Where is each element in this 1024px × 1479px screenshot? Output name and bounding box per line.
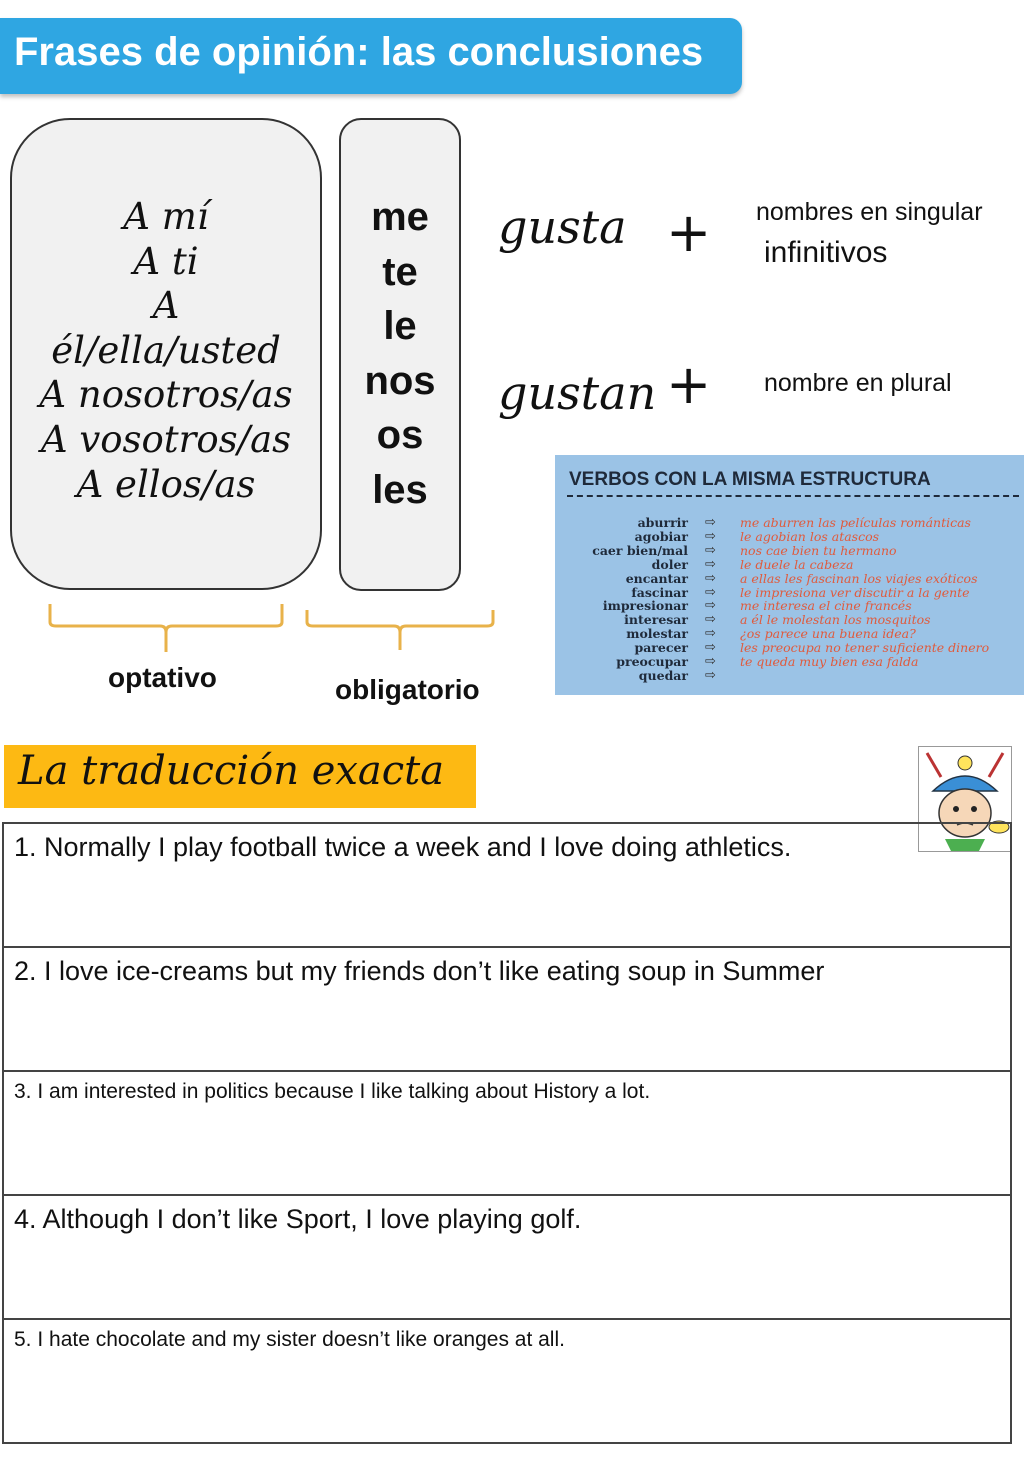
verb-item: preocupar	[616, 654, 688, 670]
dashed-divider	[567, 495, 1019, 497]
arrow-right-icon: ⇨	[705, 542, 716, 558]
sentence-cell-4[interactable]: 4. Although I don’t like Sport, I love playing golf.	[3, 1195, 1011, 1319]
clitic-item: me	[371, 195, 429, 239]
example-item: ¿os parece una buena idea?	[740, 626, 916, 642]
page-title: Frases de opinión: las conclusiones	[14, 30, 704, 74]
arrow-right-icon: ⇨	[705, 584, 716, 600]
braces-graphic	[0, 600, 520, 660]
rule-infinitives: infinitivos	[764, 236, 888, 269]
example-item: les preocupa no tener suficiente dinero	[740, 640, 990, 656]
verb-item: interesar	[624, 612, 688, 628]
verb-item: molestar	[626, 626, 688, 642]
verb-item: doler	[651, 556, 688, 572]
verb-item: agobiar	[634, 528, 688, 544]
table-row	[3, 947, 1011, 1071]
verb-item: impresionar	[602, 598, 688, 614]
example-item: nos cae bien tu hermano	[740, 542, 897, 558]
clitic-item: nos	[364, 358, 436, 403]
arrow-right-icon: ⇨	[705, 598, 716, 614]
example-item: le impresiona ver discutir a la gente	[740, 584, 970, 600]
pronoun-list	[10, 195, 322, 507]
verb-item: aburrir	[637, 515, 688, 530]
example-item: me aburren las películas románticas	[740, 515, 971, 530]
sentence-cell-5[interactable]: 5. I hate chocolate and my sister doesn’t like oranges at all.	[3, 1319, 1011, 1443]
arrow-column	[705, 516, 716, 683]
verbs-panel-heading: VERBOS CON LA MISMA ESTRUCTURA	[569, 469, 931, 490]
section-heading: La traducción exacta	[18, 748, 445, 794]
example-item: me interesa el cine francés	[740, 598, 912, 614]
clitic-list	[339, 190, 461, 518]
table-row	[3, 1319, 1011, 1443]
clitic-item: les	[372, 467, 428, 512]
sentence-cell-1[interactable]: 1. Normally I play football twice a week and I love doing athletics.	[3, 823, 1011, 947]
label-optativo: optativo	[108, 662, 217, 693]
plus-sign-singular: +	[666, 201, 712, 264]
pronoun-item: A ti	[133, 239, 199, 283]
arrow-right-icon: ⇨	[705, 570, 716, 586]
verb-item: quedar	[638, 667, 688, 683]
verb-item: caer bien/mal	[592, 542, 688, 558]
arrow-right-icon: ⇨	[705, 640, 716, 656]
verb-gustan: gustan	[498, 366, 657, 420]
arrow-right-icon: ⇨	[705, 654, 716, 670]
table-row	[3, 1071, 1011, 1195]
table-row	[3, 1195, 1011, 1319]
example-item: a él le molestan los mosquitos	[740, 612, 931, 628]
clitic-item: te	[382, 249, 418, 294]
table-row	[3, 823, 1011, 947]
verbs-panel	[555, 455, 1024, 695]
arrow-right-icon: ⇨	[705, 528, 716, 544]
sentence-cell-3[interactable]: 3. I am interested in politics because I like talking about History a lot.	[3, 1071, 1011, 1195]
arrow-right-icon: ⇨	[705, 667, 716, 683]
example-item: le duele la cabeza	[740, 556, 854, 572]
example-item: le agobian los atascos	[740, 528, 880, 544]
clitic-item: le	[383, 304, 417, 349]
rule-singular-nouns: nombres en singular	[756, 198, 983, 226]
verbs-list	[592, 516, 688, 683]
clitic-item: os	[376, 413, 424, 458]
pronoun-item: A ellos/as	[76, 462, 256, 506]
arrow-right-icon: ⇨	[705, 626, 716, 642]
arrow-right-icon: ⇨	[705, 556, 716, 572]
pronoun-item: A mí	[123, 195, 209, 238]
verb-gusta: gusta	[498, 200, 627, 254]
pronoun-item: A nosotros/as	[39, 373, 293, 417]
example-item: a ellas les fascinan los viajes exóticos	[740, 570, 978, 586]
examples-list	[740, 516, 989, 669]
arrow-right-icon: ⇨	[705, 612, 716, 628]
verb-item: fascinar	[631, 584, 688, 600]
verb-item: encantar	[625, 570, 688, 586]
brace-optativo	[50, 604, 282, 652]
plus-sign-plural: +	[666, 353, 712, 416]
verb-item: parecer	[634, 640, 688, 656]
rule-plural-noun: nombre en plural	[764, 369, 952, 397]
translation-table	[2, 822, 1012, 1444]
pronoun-item: él/ella/usted	[51, 328, 281, 372]
sentence-cell-2[interactable]: 2. I love ice-creams but my friends don’t like eating soup in Summer	[3, 947, 1011, 1071]
pronoun-item: A vosotros/as	[40, 417, 292, 461]
arrow-right-icon: ⇨	[705, 515, 716, 530]
label-obligatorio: obligatorio	[335, 674, 480, 705]
example-item: te queda muy bien esa falda	[740, 654, 919, 670]
brace-obligatorio	[307, 610, 493, 650]
pronoun-item: A	[152, 284, 180, 328]
